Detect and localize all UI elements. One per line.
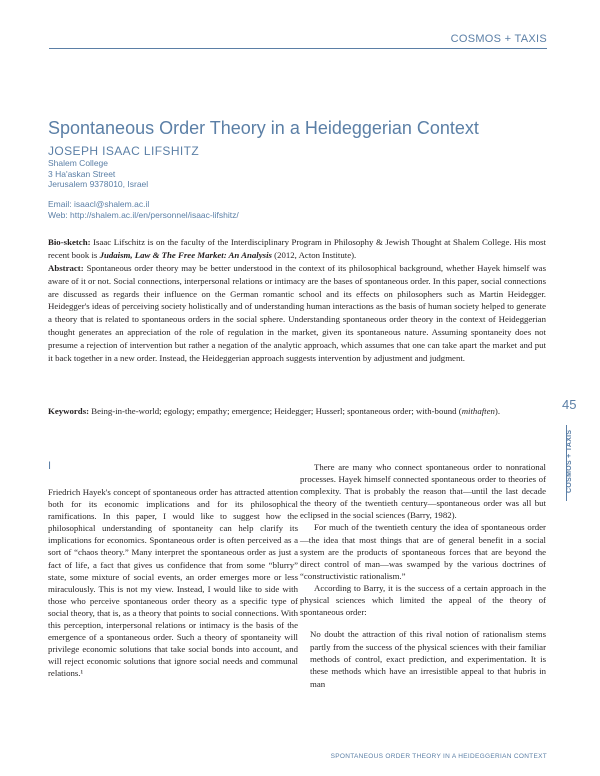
affiliation-line: Jerusalem 9378010, Israel bbox=[48, 179, 149, 189]
keywords-italic: mithaften bbox=[461, 406, 495, 416]
bio-label: Bio-sketch: bbox=[48, 237, 91, 247]
body-paragraph: For much of the twentieth century the idea of spontaneous order—the idea that most things that are of general benefit in a social system are the products of spontaneous forces that are beyond the direct control of man—was swamped by the various doctrines of “constructivistic rationalism.” bbox=[300, 522, 546, 581]
bio-text: Isaac Lifschitz is on the faculty of the Interdisciplinary Program in Philosophy & Jewish Thought at Shalem College. His most recent book is bbox=[48, 237, 547, 260]
block-quote: No doubt the attraction of this rival notion of rationalism stems partly from the success of the physical sciences with their familiar methods of control, exact prediction, and experimentation. It is these methods which have an irresistible appeal to that hubris in man bbox=[310, 629, 546, 689]
page-number: 45 bbox=[562, 397, 577, 412]
abstract-label: Abstract: bbox=[48, 263, 84, 273]
article-title: Spontaneous Order Theory in a Heideggerian Context bbox=[48, 118, 479, 138]
body-left-column bbox=[48, 486, 298, 680]
affiliation-line: Shalem College bbox=[48, 158, 109, 168]
keywords-tail: ). bbox=[494, 406, 501, 416]
section-number: I bbox=[48, 460, 52, 472]
author-email[interactable]: Email: isaacl@shalem.ac.il bbox=[48, 199, 150, 209]
affiliation-line: 3 Ha'askan Street bbox=[48, 168, 116, 179]
author-web[interactable]: Web: http://shalem.ac.il/en/personnel/isaac-lifshitz/ bbox=[48, 210, 239, 220]
journal-name: COSMOS + TAXIS bbox=[450, 33, 547, 45]
bio-tail: (2012, Acton Institute). bbox=[274, 249, 357, 260]
contact-info bbox=[48, 199, 239, 221]
margin-journal-label: COSMOS + TAXIS bbox=[566, 429, 573, 493]
bio-book-title: Judaism, Law & The Free Market: An Analysis bbox=[99, 249, 272, 260]
keywords-label: Keywords: bbox=[48, 406, 90, 416]
body-paragraph: There are many who connect spontaneous order to nonrational processes. Hayek himself connected spontaneous order to theories of complexity. That is probably the reason that—until the last decade the theory of the twentieth century—spontaneous order was all but eclipsed in the social sciences (Barry, 1982). bbox=[300, 462, 546, 521]
keywords bbox=[48, 405, 546, 418]
header-rule bbox=[49, 48, 547, 49]
body-paragraph: According to Barry, it is the success of a certain approach in the physical sciences which limited the appeal of the theory of spontaneous order: bbox=[300, 582, 546, 618]
author-name: JOSEPH ISAAC LIFSHITZ bbox=[48, 144, 200, 158]
abstract-text: Spontaneous order theory may be better understood in the context of its philosophical background, whether Hayek himself was aware of it or not. Social connections, interpersonal relations or intimacy are the bases of spontaneous order. In this paper, social connections are discussed as regards their influence on the German romantic school and its effects on philosophers such as Martin Heidegger. Heidegger's ideas of perceiving society holistically and of understanding human interactions as the basis of human society helped to generate a theory that is related to spontaneous orders in the social sphere. Understanding spontaneous order theory in the context of Heideggerian thought generates an appreciation of the role of regulation in the market, given its spontaneous nature. Assuming spontaneity does not presume a rejection of intervention but rather a negation of the analytic approach, which assumes that one can take apart the market and put it back together in a new order. Instead, the Heideggerian approach suggests intervention by adjustment and judgment. bbox=[48, 263, 546, 363]
affiliation bbox=[48, 158, 148, 190]
bio-sketch bbox=[48, 236, 546, 262]
body-paragraph: Friedrich Hayek's concept of spontaneous order has attracted attention both for its economic implications and for its philosophical ramifications. In this paper, I would like to suggest how the philosophical understanding of spontaneity can help clarify its implications for economics. Spontaneous order is often perceived as a sort of “chaos theory.” Many interpret the spontaneous order as just a fact of life, a fact that gives us confidence that from some “blurry” state, some mixture of social events, an order emerges more or less miraculously. This is not my view. Instead, I would like to side with those who perceive spontaneous order theory as a specific type of social theory, that is, as a theory that points to social connections. With this perception, interpersonal relations or intimacy is the basis of the emergence of a spontaneous order. Such a theory of spontaneity will privilege economic solutions that take social bonds into account, and will reject economic solutions that ignore social needs and communal relations.¹ bbox=[48, 487, 298, 679]
body-right-column bbox=[300, 461, 546, 690]
keywords-text: Being-in-the-world; egology; empathy; emergence; Heidegger; Husserl; spontaneous order; with-bound ( bbox=[91, 406, 462, 416]
running-footer: SPONTANEOUS ORDER THEORY IN A HEIDEGGERIAN CONTEXT bbox=[330, 753, 547, 760]
abstract bbox=[48, 262, 546, 364]
